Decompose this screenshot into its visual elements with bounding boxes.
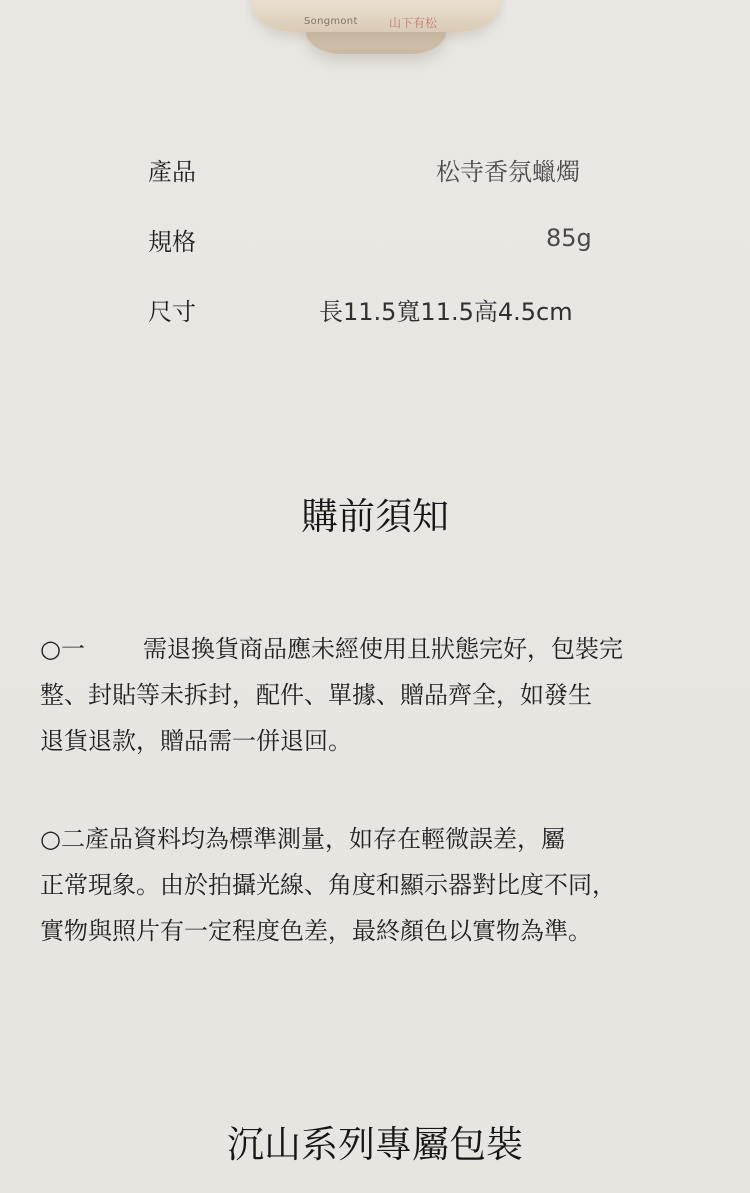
candle-lid [252,0,500,32]
spec-label-dimensions: 尺寸 [148,298,196,326]
notice-1-line-2: 整、封貼等未拆封，配件、單據、贈品齊全，如發生 [40,681,592,709]
notice-marker-2: ○二 [40,825,85,853]
notice-item-2 [40,816,730,954]
notice-marker-1: ○一 [40,635,85,663]
brand-name-zh: 山下有松 [389,16,438,30]
notice-1-line-1: 需退換貨商品應未經使用且狀態完好，包裝完 [142,635,623,663]
notice-2-line-2: 正常現象。由於拍攝光線、角度和顯示器對比度不同， [40,871,616,899]
spec-value-dimensions: 長11.5寬11.5高4.5cm [319,298,573,326]
purchase-notes-title: 購前須知 [301,495,449,538]
notice-item-1 [40,626,730,764]
spec-value-product: 松寺香氛蠟燭 [436,158,580,186]
notice-1-line-3: 退貨退款，贈品需一併退回。 [40,727,352,755]
spec-value-size: 85g [546,224,592,252]
brand-name-en: Songmont [304,16,358,27]
spec-label-size: 規格 [148,228,196,256]
notice-2-line-3: 實物與照片有一定程度色差，最終顏色以實物為準。 [40,917,592,945]
packaging-section-title: 沉山系列專屬包裝 [227,1123,523,1166]
spec-label-product: 產品 [148,158,196,186]
notice-2-line-1: 產品資料均為標準測量，如存在輕微誤差，屬 [84,825,565,853]
product-image [252,0,500,58]
